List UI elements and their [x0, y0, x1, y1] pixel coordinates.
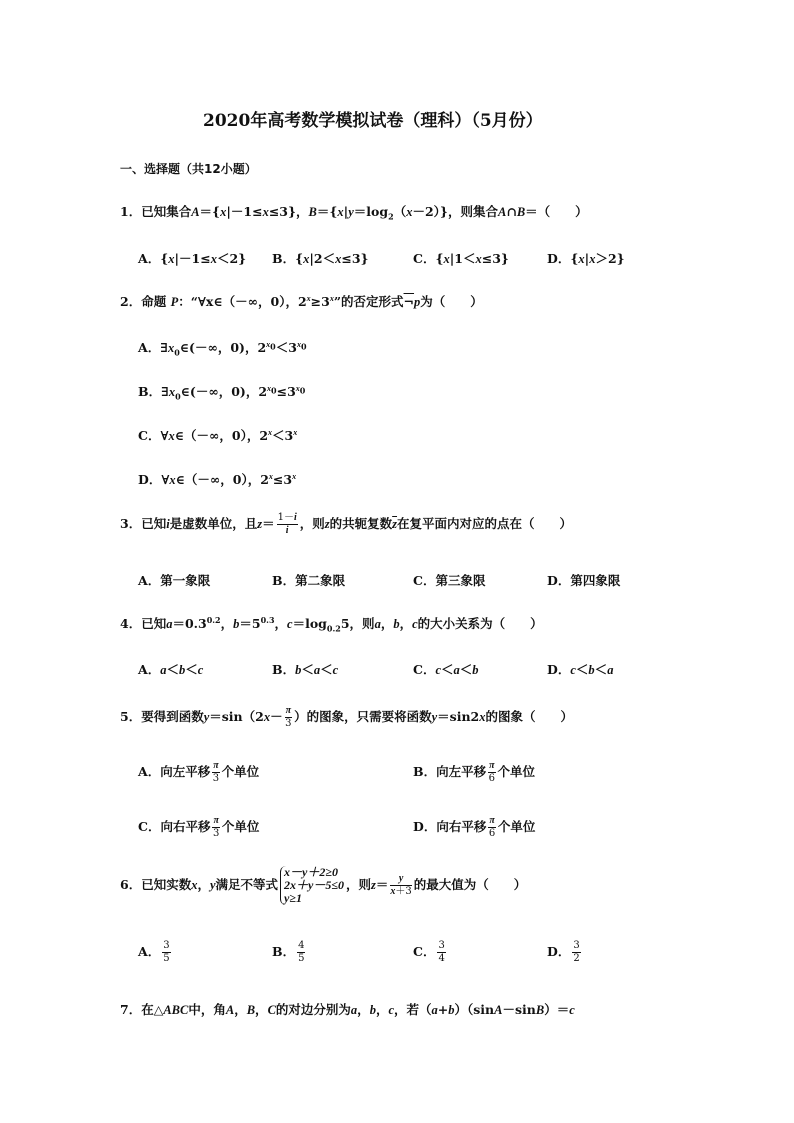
- q5-option-c[interactable]: C．向右平移 $\frac{\pi}{3}$ 个单位: [138, 815, 260, 839]
- q6-option-a[interactable]: A． $\frac{3}{5}$: [138, 940, 170, 964]
- q4-option-b[interactable]: B．b＜a＜c: [272, 662, 339, 677]
- q4-option-a[interactable]: A．a＜b＜c: [138, 662, 204, 677]
- q3-option-b[interactable]: B．第二象限: [272, 573, 346, 588]
- q5-option-b[interactable]: B．向左平移 $\frac{\pi}{6}$ 个单位: [413, 760, 536, 784]
- section-heading: 一、选择题（共12小题）: [120, 162, 257, 176]
- q2-option-c[interactable]: C．∀x∈（－∞，0），$2^x<3^x$: [138, 427, 298, 443]
- q1-option-a[interactable]: A．{x|－1≤x＜2}: [138, 251, 247, 266]
- question-1: 1．已知集合A＝{x|－1≤x≤3}，$B=\{x|y=\log_2(x-2)\}$，则集合A∩B＝（ ）: [120, 204, 588, 222]
- q4-option-d[interactable]: D．c＜b＜a: [547, 662, 614, 677]
- q5-option-d[interactable]: D．向右平移 $\frac{\pi}{6}$ 个单位: [413, 815, 536, 839]
- q2-option-d[interactable]: D．∀x∈（－∞，0），$2^x\le 3^x$: [138, 471, 297, 487]
- q4-option-c[interactable]: C．c＜a＜b: [413, 662, 479, 677]
- question-3: 3．已知i是虚数单位，且z＝ $\frac{1-i}{i}$ ，则z的共轭复数$\overline{z}$在复平面内对应的点在（ ）: [120, 512, 573, 536]
- q6-option-c[interactable]: C． $\frac{3}{4}$: [413, 940, 445, 964]
- question-7: 7．在△ABC中，角A，B，C的对边分别为a，b，c，若（a+b）（sinA－sinB）＝c: [120, 1002, 575, 1017]
- q5-option-a[interactable]: A．向左平移 $\frac{\pi}{3}$ 个单位: [138, 760, 260, 784]
- question-6: 6．已知实数x，y满足不等式 x－y＋2≥0 2x＋y－5≤0 y≥1 ，则z＝ $\frac{y}{x+3}$ 的最大值为（ ）: [120, 865, 527, 905]
- q3-option-a[interactable]: A．第一象限: [138, 573, 211, 588]
- q2-option-b[interactable]: B．$\exists x_0\in(-\infty$，0)，$2^{x_0}\le 3^{x_0}$: [138, 383, 306, 402]
- question-2: 2．命题 P：“∀x∈（－∞，0），$2^x\ge 3^x$”的否定形式¬p为（ ）: [120, 293, 483, 309]
- q2-option-a[interactable]: A．$\exists x_0\in(-\infty$，0)，$2^{x_0}<3^{x_0}$: [138, 339, 307, 358]
- q1-option-b[interactable]: B．{x|2＜x≤3}: [272, 251, 369, 266]
- q3-option-c[interactable]: C．第三象限: [413, 573, 486, 588]
- q1-option-d[interactable]: D．{x|x＞2}: [547, 251, 625, 266]
- q6-option-d[interactable]: D． $\frac{3}{2}$: [547, 940, 580, 964]
- q1-option-c[interactable]: C．{x|1＜x≤3}: [413, 251, 509, 266]
- question-5: 5．要得到函数y＝sin（2x－ $\frac{\pi}{3}$ ）的图象，只需要将函数y＝sin2x的图象（ ）: [120, 705, 573, 729]
- q3-option-d[interactable]: D．第四象限: [547, 573, 621, 588]
- page-title: 2020年高考数学模拟试卷（理科）（5月份）: [203, 111, 543, 131]
- q6-option-b[interactable]: B． $\frac{4}{5}$: [272, 940, 305, 964]
- question-4: 4．已知$a=0.3^{0.2}$，$b=5^{0.3}$，$c=\log_{0.2}5$，则a，b，c的大小关系为（ ）: [120, 614, 543, 634]
